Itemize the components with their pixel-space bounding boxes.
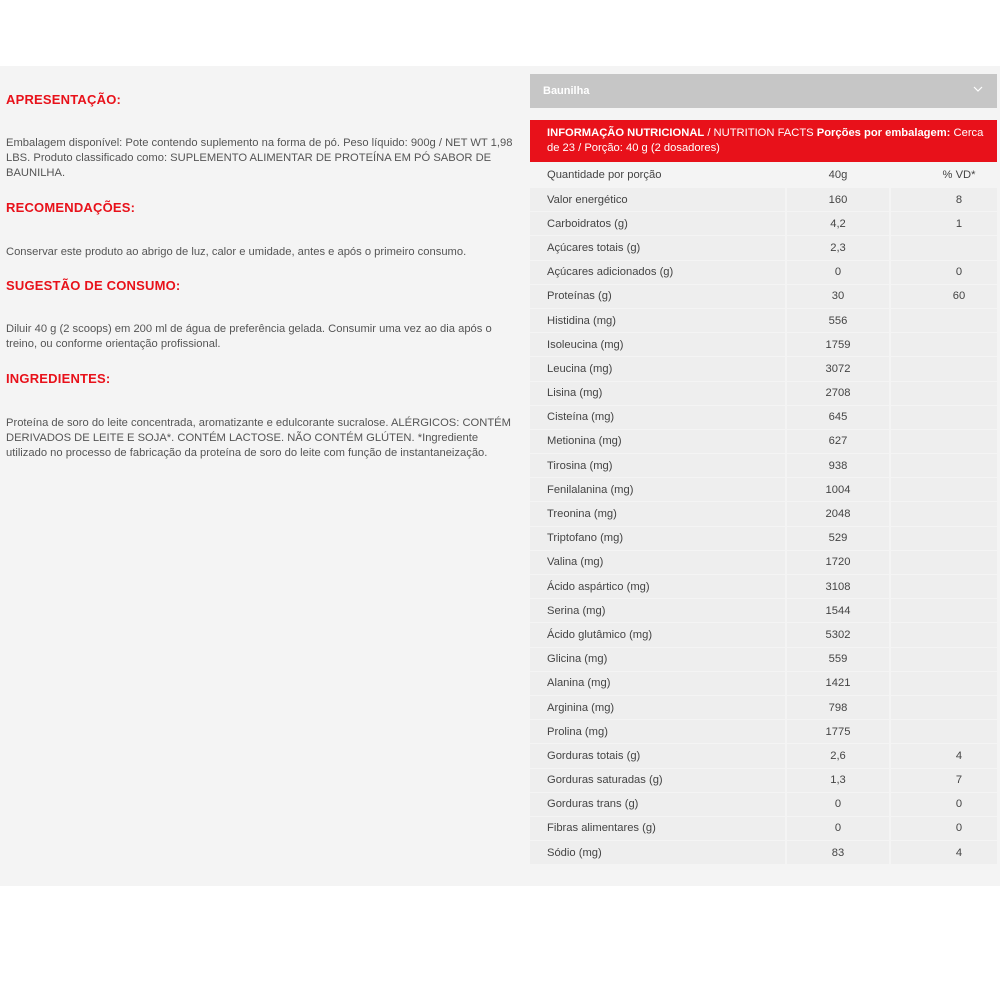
nutrient-daily-value [891, 672, 997, 696]
table-row [530, 478, 997, 502]
table-row [530, 575, 997, 599]
section-text-apresentacao: Embalagem disponível: Pote contendo suplemento na forma de pó. Peso líquido: 900g / NET WT 1,98 LBS. Produto classificado como: SUPLEMENTO ALIMENTAR DE PROTEÍNA EM PÓ SABOR DE BAUNILHA. [6, 137, 513, 179]
nutrient-daily-value: 0 [891, 793, 997, 817]
nutrient-amount: 2708 [787, 382, 891, 406]
nutrient-name: Arginina (mg) [530, 696, 787, 720]
nutrient-name: Fibras alimentares (g) [530, 817, 787, 841]
nutrient-amount: 0 [787, 817, 891, 841]
table-row [530, 212, 997, 236]
nutrition-table-body [530, 188, 997, 865]
nutrient-name: Gorduras totais (g) [530, 744, 787, 768]
table-row [530, 817, 997, 841]
nutrient-name: Carboidratos (g) [530, 212, 787, 236]
section-text-sugestao: Diluir 40 g (2 scoops) em 200 ml de água de preferência gelada. Consumir uma vez ao dia após o treino, ou conforme orientação profissional. [6, 323, 492, 350]
nutrient-amount: 83 [787, 841, 891, 865]
chevron-down-icon [971, 82, 985, 96]
table-row [530, 261, 997, 285]
nutrient-daily-value [891, 478, 997, 502]
nutrient-daily-value [891, 623, 997, 647]
nutrient-daily-value: 4 [891, 841, 997, 865]
nutrition-header-servings-label: Porções por embalagem: [816, 127, 951, 139]
nutrient-amount: 798 [787, 696, 891, 720]
table-row [530, 285, 997, 309]
table-row [530, 333, 997, 357]
nutrient-name: Açúcares totais (g) [530, 236, 787, 260]
table-row [530, 454, 997, 478]
nutrient-name: Metionina (mg) [530, 430, 787, 454]
nutrient-name: Sódio (mg) [530, 841, 787, 865]
nutrient-amount: 1004 [787, 478, 891, 502]
nutrient-amount: 1720 [787, 551, 891, 575]
nutrient-daily-value [891, 454, 997, 478]
nutrient-name: Ácido glutâmico (mg) [530, 623, 787, 647]
nutrient-daily-value [891, 696, 997, 720]
nutrient-name: Gorduras trans (g) [530, 793, 787, 817]
nutrient-amount: 2,6 [787, 744, 891, 768]
flavor-select-value: Baunilha [543, 85, 590, 97]
nutrient-name: Gorduras saturadas (g) [530, 769, 787, 793]
nutrition-table-header [530, 163, 997, 188]
nutrient-amount: 556 [787, 309, 891, 333]
nutrient-daily-value: 1 [891, 212, 997, 236]
column-header-vd: % VD* [891, 163, 997, 188]
nutrient-amount: 3072 [787, 357, 891, 381]
table-row [530, 430, 997, 454]
nutrient-daily-value [891, 551, 997, 575]
nutrient-daily-value [891, 527, 997, 551]
nutrient-daily-value [891, 430, 997, 454]
section-title-apresentacao: APRESENTAÇÃO: [6, 92, 122, 107]
nutrient-name: Serina (mg) [530, 599, 787, 623]
nutrient-name: Tirosina (mg) [530, 454, 787, 478]
nutrient-amount: 3108 [787, 575, 891, 599]
nutrient-name: Açúcares adicionados (g) [530, 261, 787, 285]
table-row [530, 696, 997, 720]
nutrient-name: Lisina (mg) [530, 382, 787, 406]
table-row [530, 551, 997, 575]
nutrient-daily-value [891, 502, 997, 526]
nutrient-daily-value: 60 [891, 285, 997, 309]
nutrient-amount: 1544 [787, 599, 891, 623]
table-row [530, 744, 997, 768]
nutrient-daily-value: 8 [891, 188, 997, 212]
table-row [530, 793, 997, 817]
nutrient-daily-value [891, 599, 997, 623]
nutrient-daily-value: 0 [891, 261, 997, 285]
section-title-ingredientes: INGREDIENTES: [6, 371, 111, 386]
nutrient-name: Triptofano (mg) [530, 527, 787, 551]
nutrient-daily-value [891, 575, 997, 599]
table-row [530, 841, 997, 865]
product-details-panel [0, 66, 1000, 886]
table-row [530, 236, 997, 260]
nutrient-name: Glicina (mg) [530, 648, 787, 672]
nutrient-name: Valor energético [530, 188, 787, 212]
column-header-quantity: Quantidade por porção [530, 163, 787, 188]
nutrient-daily-value: 0 [891, 817, 997, 841]
nutrient-daily-value [891, 333, 997, 357]
table-row [530, 769, 997, 793]
table-row [530, 720, 997, 744]
nutrient-daily-value [891, 236, 997, 260]
nutrient-daily-value [891, 648, 997, 672]
section-text-ingredientes: Proteína de soro do leite concentrada, aromatizante e edulcorante sucralose. ALÉRGICOS: CONTÉM DERIVADOS DE LEITE E SOJA*. CONTÉM LACTOSE. NÃO CONTÉM GLÚTEN. *Ingrediente utilizado no processo de fabricação da proteína de soro do leite com função de instantaneização. [6, 417, 511, 459]
nutrient-amount: 529 [787, 527, 891, 551]
nutrient-amount: 1421 [787, 672, 891, 696]
nutrient-name: Cisteína (mg) [530, 406, 787, 430]
nutrient-daily-value [891, 406, 997, 430]
table-row [530, 309, 997, 333]
table-row [530, 527, 997, 551]
nutrient-name: Ácido aspártico (mg) [530, 575, 787, 599]
nutrient-name: Isoleucina (mg) [530, 333, 787, 357]
nutrient-amount: 2,3 [787, 236, 891, 260]
nutrient-daily-value [891, 357, 997, 381]
nutrient-daily-value [891, 720, 997, 744]
nutrient-name: Alanina (mg) [530, 672, 787, 696]
nutrient-name: Valina (mg) [530, 551, 787, 575]
table-row [530, 672, 997, 696]
nutrient-daily-value: 7 [891, 769, 997, 793]
table-row [530, 357, 997, 381]
table-row [530, 502, 997, 526]
nutrient-amount: 938 [787, 454, 891, 478]
nutrient-amount: 0 [787, 261, 891, 285]
nutrition-header-servings: Cerca de 23 / Porção: 40 g (2 dosadores) [547, 127, 984, 154]
table-row [530, 406, 997, 430]
table-row [530, 382, 997, 406]
nutrient-amount: 645 [787, 406, 891, 430]
nutrient-amount: 5302 [787, 623, 891, 647]
nutrient-name: Histidina (mg) [530, 309, 787, 333]
nutrient-name: Proteínas (g) [530, 285, 787, 309]
table-row [530, 188, 997, 212]
nutrient-amount: 559 [787, 648, 891, 672]
section-text-recomendacoes: Conservar este produto ao abrigo de luz, calor e umidade, antes e após o primeiro consumo. [6, 246, 467, 258]
nutrition-facts-header [530, 120, 997, 162]
nutrient-name: Leucina (mg) [530, 357, 787, 381]
nutrient-amount: 160 [787, 188, 891, 212]
nutrition-header-subtitle: / NUTRITION FACTS [704, 127, 817, 139]
nutrient-name: Treonina (mg) [530, 502, 787, 526]
table-row [530, 623, 997, 647]
nutrient-amount: 0 [787, 793, 891, 817]
nutrient-name: Fenilalanina (mg) [530, 478, 787, 502]
nutrient-amount: 1759 [787, 333, 891, 357]
nutrition-table [530, 163, 997, 865]
nutrient-amount: 4,2 [787, 212, 891, 236]
table-row [530, 599, 997, 623]
nutrient-amount: 2048 [787, 502, 891, 526]
flavor-select[interactable] [530, 74, 997, 108]
nutrient-daily-value [891, 309, 997, 333]
nutrient-daily-value: 4 [891, 744, 997, 768]
nutrient-amount: 1,3 [787, 769, 891, 793]
section-title-recomendacoes: RECOMENDAÇÕES: [6, 200, 136, 215]
table-row [530, 648, 997, 672]
nutrient-name: Prolina (mg) [530, 720, 787, 744]
section-title-sugestao: SUGESTÃO DE CONSUMO: [6, 278, 181, 293]
nutrient-daily-value [891, 382, 997, 406]
nutrient-amount: 627 [787, 430, 891, 454]
nutrient-amount: 1775 [787, 720, 891, 744]
nutrition-header-title: INFORMAÇÃO NUTRICIONAL [547, 127, 705, 139]
nutrient-amount: 30 [787, 285, 891, 309]
column-header-serving: 40g [787, 163, 891, 188]
